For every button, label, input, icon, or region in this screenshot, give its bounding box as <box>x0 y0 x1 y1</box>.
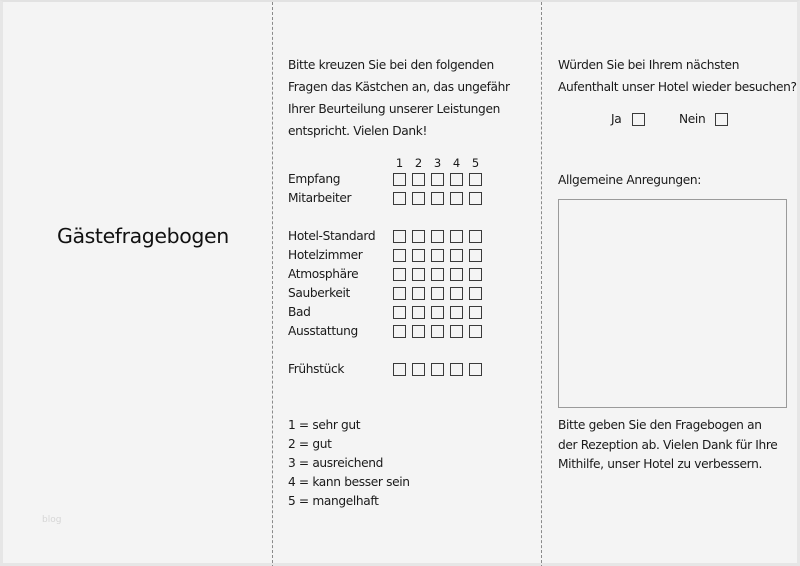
rating-checkbox-3[interactable] <box>431 249 444 262</box>
rating-checkbox-5[interactable] <box>469 306 482 319</box>
rating-label: Ausstattung <box>288 324 358 338</box>
rating-checkbox-4[interactable] <box>450 287 463 300</box>
scale-header-5: 5 <box>471 156 480 170</box>
rating-label: Hotelzimmer <box>288 248 363 262</box>
rating-checkbox-2[interactable] <box>412 192 425 205</box>
closing-text: Bitte geben Sie den Fragebogen an der Rezeption ab. Vielen Dank für Ihre Mithilfe, unser Hotel zu verbessern. <box>558 418 778 471</box>
rating-row-hotelzimmer <box>288 246 508 265</box>
rating-checkbox-4[interactable] <box>450 363 463 376</box>
legend-item: 5 = mangelhaft <box>288 494 379 508</box>
rating-checkbox-4[interactable] <box>450 268 463 281</box>
rating-checkbox-3[interactable] <box>431 230 444 243</box>
instructions-text: Bitte kreuzen Sie bei den folgenden Fragen das Kästchen an, das ungefähr Ihrer Beurteilung unserer Leistungen entspricht. Vielen Dank! <box>288 58 510 138</box>
rating-checkbox-3[interactable] <box>431 287 444 300</box>
rating-checkbox-1[interactable] <box>393 306 406 319</box>
rating-row-ausstattung <box>288 322 508 341</box>
rating-checkbox-4[interactable] <box>450 192 463 205</box>
rating-checkbox-4[interactable] <box>450 230 463 243</box>
rating-legend <box>288 416 410 511</box>
legend-item: 1 = sehr gut <box>288 418 361 432</box>
rating-label: Bad <box>288 305 311 319</box>
yes-checkbox[interactable] <box>632 113 645 126</box>
rating-checkbox-5[interactable] <box>469 268 482 281</box>
rating-checkbox-4[interactable] <box>450 173 463 186</box>
rating-row-bad <box>288 303 508 322</box>
scale-header-2: 2 <box>414 156 423 170</box>
rating-checkbox-5[interactable] <box>469 363 482 376</box>
rating-checkbox-3[interactable] <box>431 363 444 376</box>
suggestions-label: Allgemeine Anregungen: <box>558 173 702 187</box>
rating-checkbox-4[interactable] <box>450 249 463 262</box>
rating-checkbox-5[interactable] <box>469 192 482 205</box>
rating-checkbox-1[interactable] <box>393 363 406 376</box>
watermark: blog <box>42 515 62 525</box>
rating-row-empfang <box>288 170 508 189</box>
rating-checkbox-3[interactable] <box>431 325 444 338</box>
rating-checkbox-4[interactable] <box>450 306 463 319</box>
rating-checkbox-2[interactable] <box>412 173 425 186</box>
rating-checkbox-2[interactable] <box>412 287 425 300</box>
rating-label: Atmosphäre <box>288 267 359 281</box>
suggestions-textarea[interactable] <box>558 199 787 408</box>
rating-checkbox-5[interactable] <box>469 287 482 300</box>
rating-checkbox-1[interactable] <box>393 192 406 205</box>
scale-header-1: 1 <box>395 156 404 170</box>
rating-checkbox-5[interactable] <box>469 249 482 262</box>
legend-item: 3 = ausreichend <box>288 456 384 470</box>
scale-header-4: 4 <box>452 156 461 170</box>
form-title: Gästefragebogen <box>57 224 229 248</box>
fold-line-right <box>541 2 542 566</box>
rating-label: Sauberkeit <box>288 286 350 300</box>
rating-checkbox-2[interactable] <box>412 306 425 319</box>
return-visit-question: Würden Sie bei Ihrem nächsten Aufenthalt unser Hotel wieder besuchen? <box>558 58 797 94</box>
rating-checkbox-3[interactable] <box>431 192 444 205</box>
rating-checkbox-1[interactable] <box>393 230 406 243</box>
rating-row-hotel-standard <box>288 227 508 246</box>
rating-checkbox-1[interactable] <box>393 249 406 262</box>
yes-label: Ja <box>611 112 622 126</box>
rating-checkbox-5[interactable] <box>469 230 482 243</box>
no-label: Nein <box>679 112 706 126</box>
rating-checkbox-5[interactable] <box>469 173 482 186</box>
rating-checkbox-3[interactable] <box>431 268 444 281</box>
legend-item: 2 = gut <box>288 437 332 451</box>
legend-item: 4 = kann besser sein <box>288 475 410 489</box>
rating-checkbox-5[interactable] <box>469 325 482 338</box>
scale-header-3: 3 <box>433 156 442 170</box>
rating-label: Empfang <box>288 172 341 186</box>
fold-line-left <box>272 2 273 566</box>
rating-checkbox-1[interactable] <box>393 268 406 281</box>
rating-checkbox-2[interactable] <box>412 249 425 262</box>
rating-row-sauberkeit <box>288 284 508 303</box>
rating-row-atmosphaere <box>288 265 508 284</box>
rating-label: Frühstück <box>288 362 345 376</box>
rating-checkbox-2[interactable] <box>412 268 425 281</box>
rating-checkbox-2[interactable] <box>412 363 425 376</box>
rating-checkbox-4[interactable] <box>450 325 463 338</box>
rating-checkbox-2[interactable] <box>412 230 425 243</box>
rating-row-mitarbeiter <box>288 189 508 208</box>
rating-row-fruehstueck <box>288 360 508 379</box>
rating-checkbox-1[interactable] <box>393 325 406 338</box>
rating-label: Hotel-Standard <box>288 229 376 243</box>
rating-checkbox-1[interactable] <box>393 173 406 186</box>
rating-checkbox-1[interactable] <box>393 287 406 300</box>
rating-checkbox-3[interactable] <box>431 173 444 186</box>
rating-checkbox-2[interactable] <box>412 325 425 338</box>
rating-checkbox-3[interactable] <box>431 306 444 319</box>
rating-label: Mitarbeiter <box>288 191 352 205</box>
no-checkbox[interactable] <box>715 113 728 126</box>
